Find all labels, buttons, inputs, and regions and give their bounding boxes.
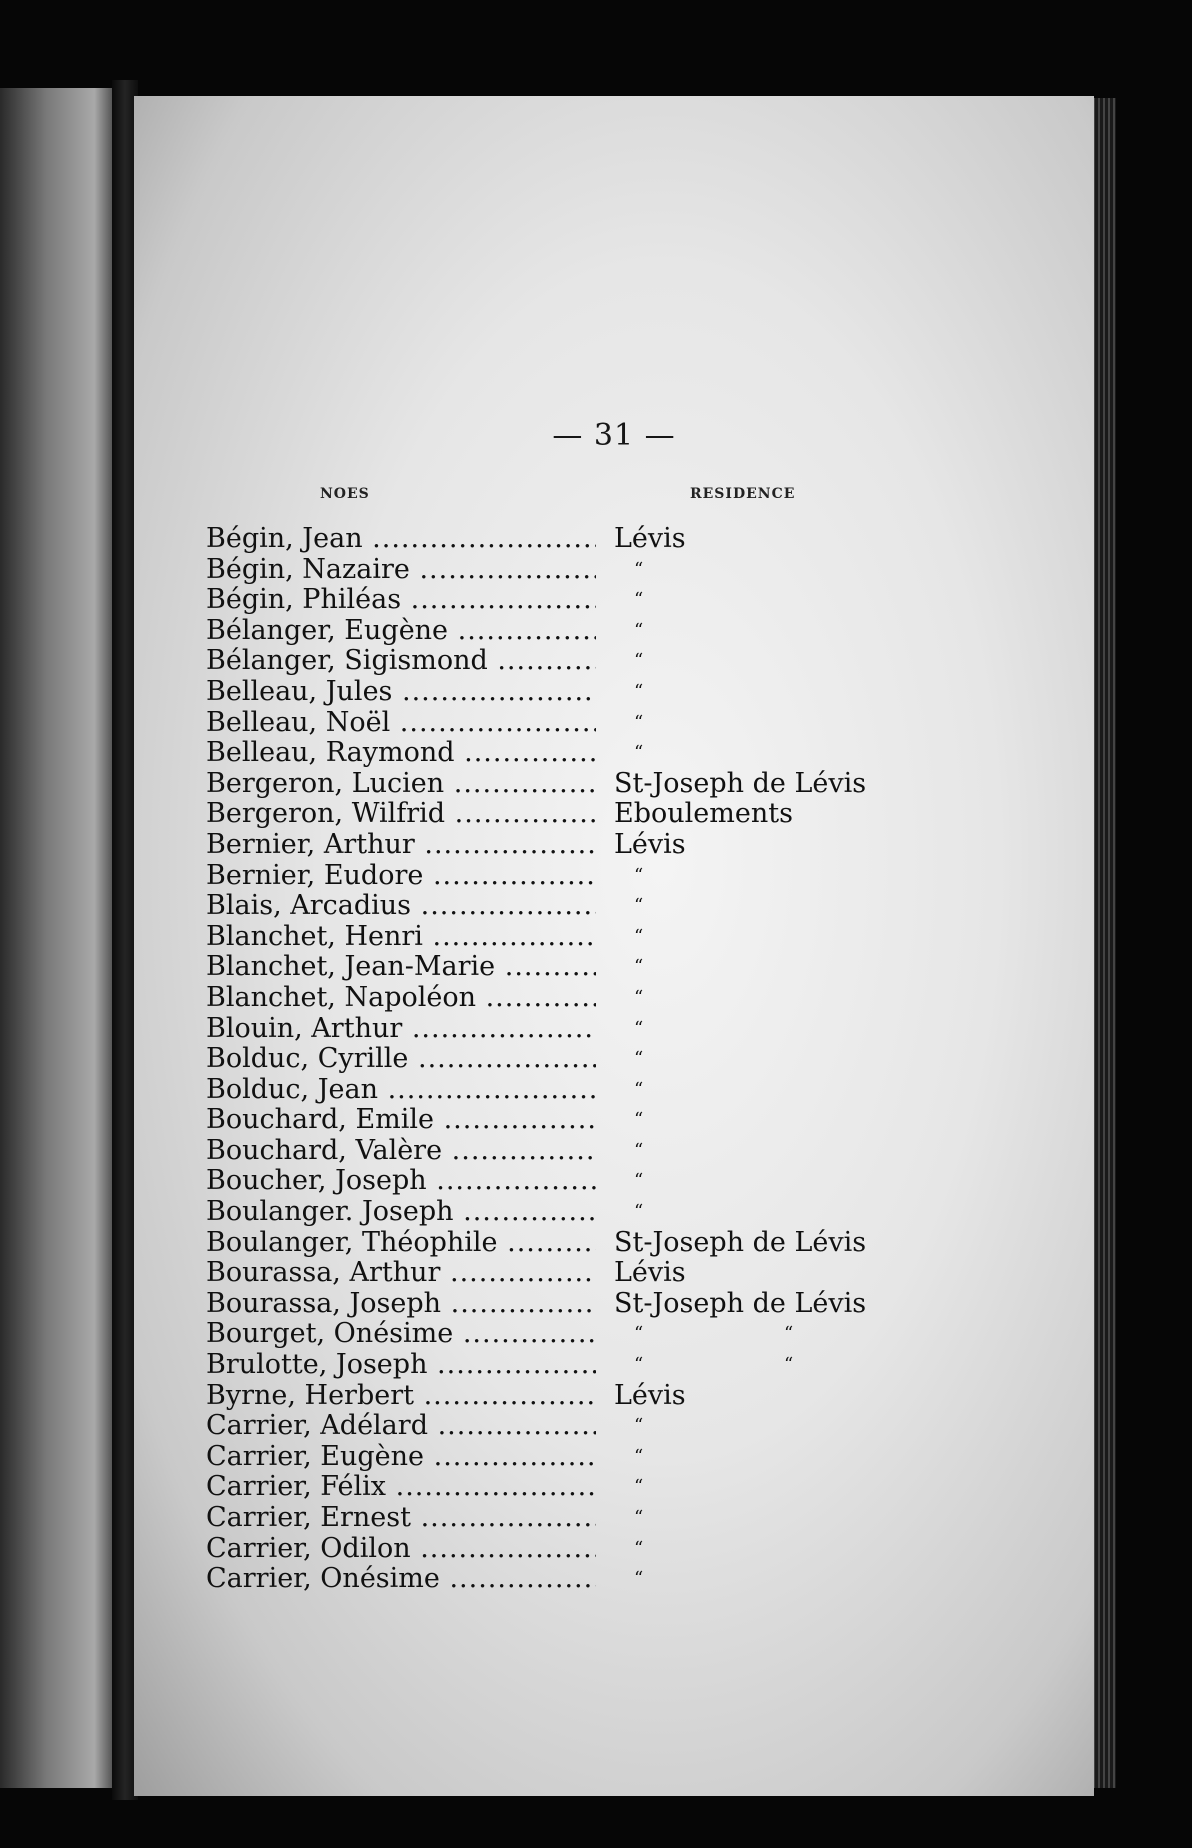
list-item bbox=[206, 799, 1046, 830]
entry-name: Belleau, Noël ..... bbox=[206, 708, 596, 739]
list-item bbox=[206, 616, 1046, 647]
list-item bbox=[206, 1258, 1046, 1289]
entry-residence: “ bbox=[634, 1323, 644, 1345]
entry-name: Bégin, Jean ..... bbox=[206, 524, 596, 555]
entry-name: Boucher, Joseph ..... bbox=[206, 1166, 596, 1197]
document-page bbox=[134, 96, 1094, 1796]
entry-residence: “ bbox=[634, 1476, 644, 1498]
entry-name: Bernier, Arthur ..... bbox=[206, 830, 596, 861]
list-item bbox=[206, 983, 1046, 1014]
list-item bbox=[206, 861, 1046, 892]
list-item bbox=[206, 1197, 1046, 1228]
list-item bbox=[206, 677, 1046, 708]
entry-name: Bouchard, Emile ..... bbox=[206, 1105, 596, 1136]
entry-residence: “ bbox=[634, 1568, 644, 1590]
entry-name: Blouin, Arthur ..... bbox=[206, 1014, 596, 1045]
list-item bbox=[206, 1105, 1046, 1136]
list-item bbox=[206, 708, 1046, 739]
entry-name: Bégin, Philéas ..... bbox=[206, 585, 596, 616]
entry-name: Belleau, Raymond ..... bbox=[206, 738, 596, 769]
entry-residence: Lévis bbox=[614, 1257, 686, 1289]
entry-name: Carrier, Ernest ..... bbox=[206, 1503, 596, 1534]
entry-name: Bernier, Eudore ..... bbox=[206, 861, 596, 892]
header-residence: RESIDENCE bbox=[690, 486, 796, 502]
entry-name: Bergeron, Lucien ..... bbox=[206, 769, 596, 800]
entry-residence: Lévis bbox=[614, 828, 686, 860]
entry-residence: Eboulements bbox=[614, 798, 793, 830]
entry-residence-ditto: “ bbox=[784, 1354, 794, 1376]
entry-residence: “ bbox=[634, 1139, 644, 1161]
entry-residence: “ bbox=[634, 895, 644, 917]
facing-page-edge bbox=[0, 88, 118, 1788]
list-item bbox=[206, 1503, 1046, 1534]
entry-residence: “ bbox=[634, 558, 644, 580]
entry-name: Bélanger, Sigismond ..... bbox=[206, 646, 596, 677]
entry-name: Bouchard, Valère ..... bbox=[206, 1136, 596, 1167]
entry-name: Carrier, Onésime ..... bbox=[206, 1564, 596, 1595]
entry-name: Bourassa, Joseph ..... bbox=[206, 1289, 596, 1320]
register-list bbox=[206, 524, 1046, 1595]
list-item bbox=[206, 1166, 1046, 1197]
entry-residence-ditto: “ bbox=[784, 1323, 794, 1345]
entry-residence: “ bbox=[634, 864, 644, 886]
entry-residence: “ bbox=[634, 1445, 644, 1467]
entry-residence: “ bbox=[634, 1201, 644, 1223]
list-item bbox=[206, 1228, 1046, 1259]
entry-name: Boulanger. Joseph ..... bbox=[206, 1197, 596, 1228]
list-item bbox=[206, 1044, 1046, 1075]
entry-residence: “ bbox=[634, 1017, 644, 1039]
list-item bbox=[206, 646, 1046, 677]
entry-residence: “ bbox=[634, 1048, 644, 1070]
entry-name: Bolduc, Cyrille ..... bbox=[206, 1044, 596, 1075]
entry-residence: St-Joseph de Lévis bbox=[614, 767, 867, 799]
entry-name: Bourget, Onésime ..... bbox=[206, 1319, 596, 1350]
entry-name: Blanchet, Henri ..... bbox=[206, 922, 596, 953]
entry-residence: “ bbox=[634, 1354, 644, 1376]
list-item bbox=[206, 1442, 1046, 1473]
list-item bbox=[206, 922, 1046, 953]
list-item bbox=[206, 830, 1046, 861]
entry-name: Blanchet, Jean-Marie ..... bbox=[206, 952, 596, 983]
list-item bbox=[206, 1289, 1046, 1320]
entry-name: Blanchet, Napoléon ..... bbox=[206, 983, 596, 1014]
entry-name: Blais, Arcadius ..... bbox=[206, 891, 596, 922]
entry-residence: “ bbox=[634, 650, 644, 672]
entry-residence: “ bbox=[634, 619, 644, 641]
entry-name: Carrier, Eugène ..... bbox=[206, 1442, 596, 1473]
entry-residence: St-Joseph de Lévis bbox=[614, 1226, 867, 1258]
list-item bbox=[206, 952, 1046, 983]
entry-name: Bégin, Nazaire ..... bbox=[206, 555, 596, 586]
entry-residence: “ bbox=[634, 742, 644, 764]
list-item bbox=[206, 1411, 1046, 1442]
entry-residence: “ bbox=[634, 589, 644, 611]
header-names: NOES bbox=[320, 486, 370, 502]
entry-name: Carrier, Odilon ..... bbox=[206, 1534, 596, 1565]
entry-name: Byrne, Herbert ..... bbox=[206, 1381, 596, 1412]
list-item bbox=[206, 1564, 1046, 1595]
list-item bbox=[206, 891, 1046, 922]
entry-residence: “ bbox=[634, 1507, 644, 1528]
entry-name: Boulanger, Théophile ..... bbox=[206, 1228, 596, 1259]
list-item bbox=[206, 1472, 1046, 1503]
entry-residence: Lévis bbox=[614, 523, 686, 554]
entry-residence: “ bbox=[634, 1170, 644, 1192]
page-number: — 31 — bbox=[552, 418, 676, 453]
entry-residence: “ bbox=[634, 1537, 644, 1559]
list-item bbox=[206, 1381, 1046, 1412]
list-item bbox=[206, 738, 1046, 769]
entry-residence: “ bbox=[634, 680, 644, 702]
list-item bbox=[206, 524, 1046, 555]
list-item bbox=[206, 585, 1046, 616]
entry-residence: “ bbox=[634, 1078, 644, 1100]
list-item bbox=[206, 1136, 1046, 1167]
entry-name: Bergeron, Wilfrid ..... bbox=[206, 799, 596, 830]
entry-name: Brulotte, Joseph ..... bbox=[206, 1350, 596, 1381]
entry-name: Carrier, Félix ..... bbox=[206, 1472, 596, 1503]
entry-name: Bourassa, Arthur ..... bbox=[206, 1258, 596, 1289]
entry-name: Bélanger, Eugène ..... bbox=[206, 616, 596, 647]
list-item bbox=[206, 1014, 1046, 1045]
list-item bbox=[206, 769, 1046, 800]
entry-residence: Lévis bbox=[614, 1379, 686, 1411]
entry-name: Carrier, Adélard ..... bbox=[206, 1411, 596, 1442]
entry-residence: St-Joseph de Lévis bbox=[614, 1287, 867, 1319]
list-item bbox=[206, 1350, 1046, 1381]
entry-name: Belleau, Jules ..... bbox=[206, 677, 596, 708]
list-item bbox=[206, 1319, 1046, 1350]
list-item bbox=[206, 1075, 1046, 1106]
list-item bbox=[206, 555, 1046, 586]
entry-residence: “ bbox=[634, 1415, 644, 1437]
entry-residence: “ bbox=[634, 711, 644, 733]
list-item bbox=[206, 1534, 1046, 1565]
entry-name: Bolduc, Jean ..... bbox=[206, 1075, 596, 1106]
entry-residence: “ bbox=[634, 986, 644, 1008]
entry-residence: “ bbox=[634, 1109, 644, 1131]
entry-residence: “ bbox=[634, 956, 644, 978]
entry-residence: “ bbox=[634, 925, 644, 947]
